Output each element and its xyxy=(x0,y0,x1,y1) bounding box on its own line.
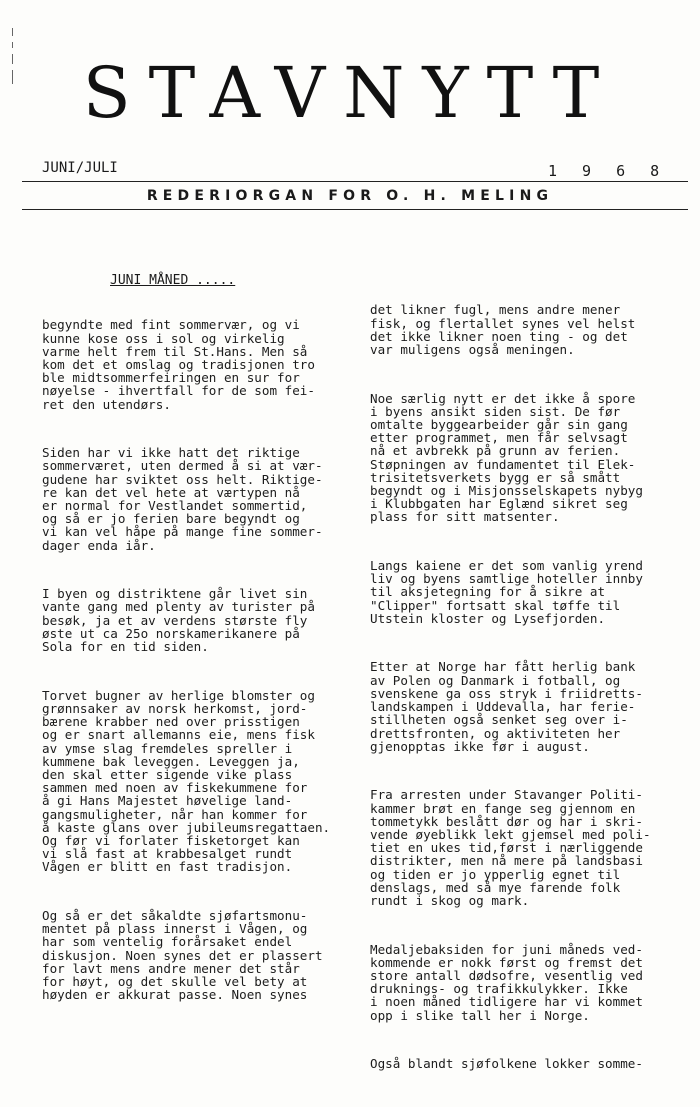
article-column-left xyxy=(42,272,362,1037)
article-column-right xyxy=(370,277,692,1106)
article-paragraph: I byen og distriktene går livet sin vante gang med plenty av turister på besøk, ja et av verdens største fly øste ut ca 25o norskamerikanere på Sola for en tid siden. xyxy=(42,586,315,655)
article-paragraph: Noe særlig nytt er det ikke å spore i byens ansikt siden sist. De før omtalte byggearbeider går sin gang etter programmet, men får selvsagt nå et avbrekk på grunn av ferien. Støpningen av fundamentet til Elek- trisitetsverkets bygg er så smått begyndt og i Misjonsselskapets nybyg i Klubbgaten har Eglænd sikret seg plass for sitt matsenter. xyxy=(370,390,643,525)
article-paragraph: det likner fugl, mens andre mener fisk, og flertallet synes vel helst det ikke likner noen ting - og det var muligens også meningen. xyxy=(370,302,636,358)
article-paragraph: Torvet bugner av herlige blomster og grønnsaker av norsk herkomst, jord- bærene krabber ned over prisstigen og er snart allemanns eie, mens fisk av ymse slag fremdeles spreller i kummene bak leveggen. Leveggen ja, den skal etter sigende vike plass sammen med noen av fiskekummene for å gi Hans Majestet høvelige land- gangsmuligheter, når han kommer for å kaste glans over jubileumsregattaen. Og før vi forlater fisketorget kan vi slå fast at krabbesalget rundt Vågen er blitt en fast tradisjon. xyxy=(42,687,331,875)
article-paragraph: Fra arresten under Stavanger Politi- kammer brøt en fange seg gjennom en tommetykk beslått dør og har i skri- vende øyeblikk lekt gjemsel med poli- tiet en ukes tid,først i nærliggende distrikter, men nå mere på landsbasi og tiden er jo ypperlig egnet til denslags, med så mye farende folk rundt i skog og mark. xyxy=(370,787,651,908)
article-paragraph: Medaljebaksiden for juni måneds ved- kommende er nokk først og fremst det store antall dødsofre, vesentlig ved druknings- og trafikkulykker. Ikke i noen måned tidligere har vi kommet opp i slike tall her i Norge. xyxy=(370,941,643,1023)
article-paragraph: Og så er det såkaldte sjøfartsmonu- mentet på plass innerst i Vågen, og har som ventelig forårsaket endel diskusjon. Noen synes det er plassert for lavt mens andre mener det står for høyt, og det skulle vel bety at høyden er akkurat passe. Noen synes xyxy=(42,907,323,1003)
top-divider xyxy=(22,181,688,182)
article-paragraph: begyndte med fint sommervær, og vi kunne kose oss i sol og virkelig varme helt frem til St.Hans. Men så kom det et omslag og tradisjonen tro ble midtsommerfeiringen en sur for nøyelse - ihvertfall for de som fei- ret den utendørs. xyxy=(42,317,315,412)
bottom-divider xyxy=(22,209,688,210)
issue-months: JUNI/JULI xyxy=(42,160,118,176)
article-paragraph: Også blandt sjøfolkene lokker somme- xyxy=(370,1056,643,1072)
article-paragraph: Etter at Norge har fått herlig bank av Polen og Danmark i fotball, og svenskene ga oss stryk i friidretts- landskampen i Uddevalla, har ferie- stillheten også senket seg over i- drettsfronten, og aktiviteten her gjenopptas ikke før i august. xyxy=(370,659,643,754)
article-heading: JUNI MÅNED ..... xyxy=(110,273,236,288)
article-paragraph: Langs kaiene er det som vanlig yrend liv og byens samtlige hoteller innby til aksjetegning for å sikre at "Clipper" fortsatt skal tøffe til Utstein kloster og Lysefjorden. xyxy=(370,558,643,626)
article-paragraph: Siden har vi ikke hatt det riktige sommerværet, uten dermed å si at vær- gudene har sviktet oss helt. Riktige- re kan det vel hete at værtypen nå er normal for Vestlandet sommertid, og så er jo ferien bare begyndt og vi kan vel håpe på mange fine sommer- dager enda iår. xyxy=(42,445,323,553)
masthead-title: STAVNYTT xyxy=(82,52,618,134)
issue-year: 1 9 6 8 xyxy=(548,162,668,180)
masthead-subtitle: REDERIORGAN FOR O. H. MELING xyxy=(146,188,554,204)
